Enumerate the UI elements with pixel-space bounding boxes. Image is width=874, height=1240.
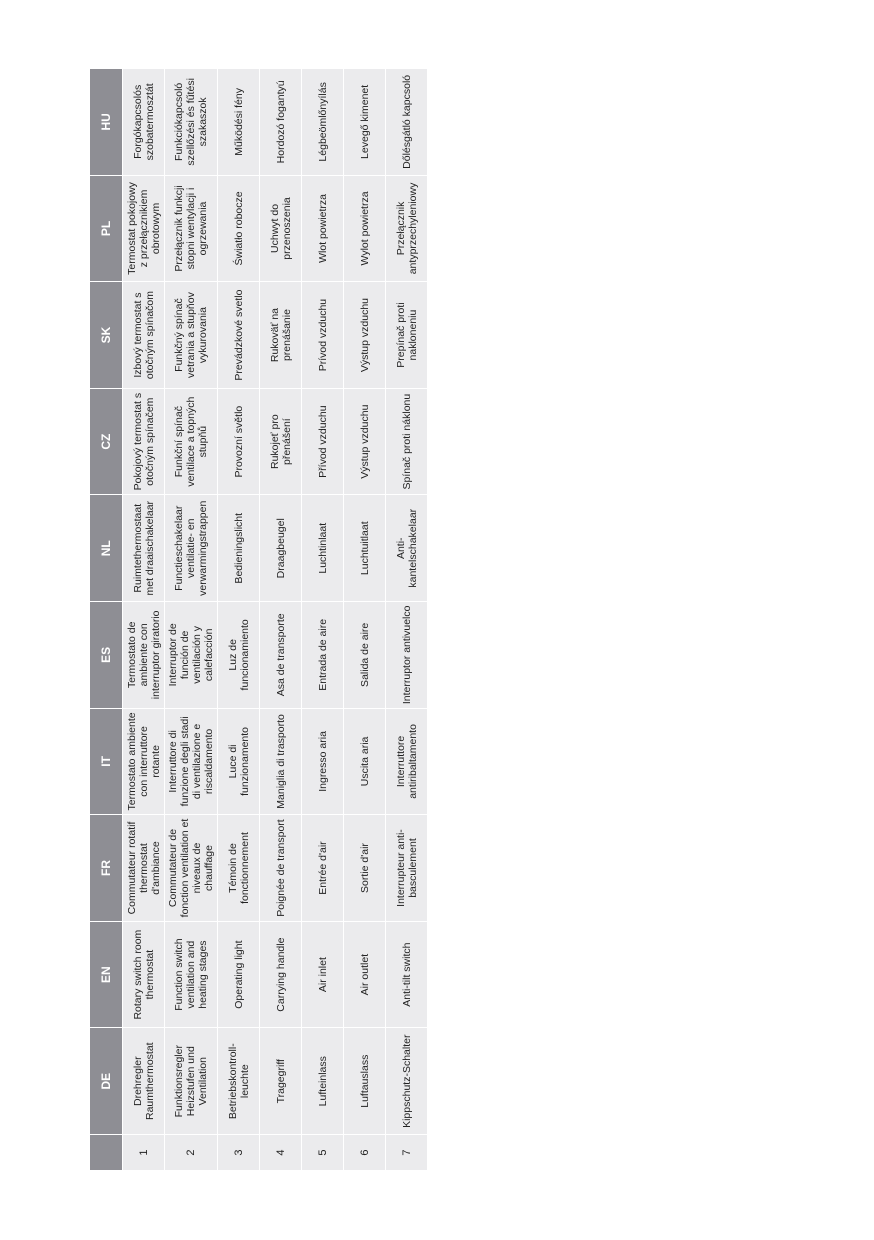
- header-es: ES: [90, 602, 123, 709]
- cell-fr: Interrupteur anti-basculement: [386, 815, 428, 922]
- header-it: IT: [90, 708, 123, 815]
- cell-hu: Hordozó fogantyú: [260, 69, 302, 176]
- cell-pl: Światło robocze: [218, 175, 260, 282]
- cell-de: Drehregler Raumthermostat: [123, 1028, 165, 1135]
- table-row: [386, 69, 428, 1171]
- cell-de: Betriebskontroll-leuchte: [218, 1028, 260, 1135]
- table-row: [165, 69, 218, 1171]
- cell-it: Interruttore di funzione degli stadi di ventilazione e riscaldamento: [165, 708, 218, 815]
- cell-it: Uscita aria: [344, 708, 386, 815]
- cell-it: Maniglia di trasporto: [260, 708, 302, 815]
- cell-hu: Dőlésgátló kapcsoló: [386, 69, 428, 176]
- cell-es: Interruptor de función de ventilación y calefacción: [165, 602, 218, 709]
- cell-hu: Légbeömlőnyílás: [302, 69, 344, 176]
- cell-de: Luftauslass: [344, 1028, 386, 1135]
- cell-it: Interruttore antiribaltamento: [386, 708, 428, 815]
- cell-pl: Przełącznik funkcji stopni wentylacji i ogrzewania: [165, 175, 218, 282]
- cell-cz: Provozní světlo: [218, 388, 260, 495]
- cell-de: Funktionsregler Heizstufen und Ventilation: [165, 1028, 218, 1135]
- cell-nl: Luchtuitlaat: [344, 495, 386, 602]
- header-sk: SK: [90, 282, 123, 389]
- cell-en: Function switch ventilation and heating stages: [165, 921, 218, 1028]
- cell-es: Interruptor antivuelco: [386, 602, 428, 709]
- cell-es: Asa de transporte: [260, 602, 302, 709]
- cell-hu: Működési fény: [218, 69, 260, 176]
- cell-fr: Sortie d'air: [344, 815, 386, 922]
- cell-es: Salida de aire: [344, 602, 386, 709]
- table-row: [344, 69, 386, 1171]
- table-row: [260, 69, 302, 1171]
- header-nl: NL: [90, 495, 123, 602]
- cell-es: Luz de funcionamiento: [218, 602, 260, 709]
- cell-pl: Przełącznik antyprzechyleniowy: [386, 175, 428, 282]
- cell-en: Carrying handle: [260, 921, 302, 1028]
- cell-fr: Témoin de fonctionnement: [218, 815, 260, 922]
- cell-nl: Anti-kantelschakelaar: [386, 495, 428, 602]
- cell-fr: Commutateur rotatif thermostat d'ambiance: [123, 815, 165, 922]
- cell-it: Luce di funzionamento: [218, 708, 260, 815]
- cell-pl: Wylot powietrza: [344, 175, 386, 282]
- cell-number: 3: [218, 1135, 260, 1171]
- cell-nl: Luchtinlaat: [302, 495, 344, 602]
- translation-table: [89, 68, 428, 1171]
- cell-sk: Prevádzkové svetlo: [218, 282, 260, 389]
- table-row: [302, 69, 344, 1171]
- cell-sk: Funkčný spínač vetrania a stupňov vykurovania: [165, 282, 218, 389]
- cell-number: 5: [302, 1135, 344, 1171]
- cell-number: 7: [386, 1135, 428, 1171]
- cell-pl: Wlot powietrza: [302, 175, 344, 282]
- cell-en: Operating light: [218, 921, 260, 1028]
- cell-fr: Commutateur de fonction ventilation et niveaux de chauffage: [165, 815, 218, 922]
- header-de: DE: [90, 1028, 123, 1135]
- cell-it: Ingresso aria: [302, 708, 344, 815]
- header-pl: PL: [90, 175, 123, 282]
- cell-de: Lufteinlass: [302, 1028, 344, 1135]
- cell-number: 4: [260, 1135, 302, 1171]
- header-cz: CZ: [90, 388, 123, 495]
- header-number: [90, 1135, 123, 1171]
- cell-sk: Izbový termostat s otočným spínačom: [123, 282, 165, 389]
- cell-en: Anti-tilt switch: [386, 921, 428, 1028]
- cell-nl: Draagbeugel: [260, 495, 302, 602]
- cell-de: Kippschutz-Schalter: [386, 1028, 428, 1135]
- header-hu: HU: [90, 69, 123, 176]
- cell-en: Air outlet: [344, 921, 386, 1028]
- cell-de: Tragegriff: [260, 1028, 302, 1135]
- header-fr: FR: [90, 815, 123, 922]
- cell-nl: Bedieningslicht: [218, 495, 260, 602]
- cell-fr: Entrée d'air: [302, 815, 344, 922]
- cell-fr: Poignée de transport: [260, 815, 302, 922]
- cell-nl: Ruimtethermostaat met draaischakelaar: [123, 495, 165, 602]
- cell-number: 2: [165, 1135, 218, 1171]
- rotated-table-wrapper: [89, 69, 420, 1171]
- cell-nl: Functieschakelaar ventilatie- en verwarmingstrappen: [165, 495, 218, 602]
- cell-es: Entrada de aire: [302, 602, 344, 709]
- cell-hu: Forgókapcsolós szobatermosztát: [123, 69, 165, 176]
- cell-cz: Přívod vzduchu: [302, 388, 344, 495]
- cell-cz: Spínač proti náklonu: [386, 388, 428, 495]
- cell-it: Termostato ambiente con interruttore rotante: [123, 708, 165, 815]
- cell-cz: Rukojeť pro přenášení: [260, 388, 302, 495]
- cell-hu: Funkciókapcsoló szellőzési és fűtési szakaszok: [165, 69, 218, 176]
- cell-sk: Prívod vzduchu: [302, 282, 344, 389]
- cell-sk: Rukoväť na prenášanie: [260, 282, 302, 389]
- cell-number: 6: [344, 1135, 386, 1171]
- cell-cz: Pokojový termostat s otočným spínačem: [123, 388, 165, 495]
- table-row: [218, 69, 260, 1171]
- cell-es: Termostato de ambiente con interruptor giratorio: [123, 602, 165, 709]
- header-en: EN: [90, 921, 123, 1028]
- table-row: [123, 69, 165, 1171]
- cell-pl: Uchwyt do przenoszenia: [260, 175, 302, 282]
- header-row: [90, 69, 123, 1171]
- cell-cz: Funkční spínač ventilace a topných stupňů: [165, 388, 218, 495]
- cell-number: 1: [123, 1135, 165, 1171]
- cell-pl: Termostat pokojowy z przełącznikiem obrotowym: [123, 175, 165, 282]
- cell-en: Air inlet: [302, 921, 344, 1028]
- cell-en: Rotary switch room thermostat: [123, 921, 165, 1028]
- cell-sk: Prepínač proti nakloneniu: [386, 282, 428, 389]
- cell-cz: Výstup vzduchu: [344, 388, 386, 495]
- cell-sk: Výstup vzduchu: [344, 282, 386, 389]
- cell-hu: Levegő kimenet: [344, 69, 386, 176]
